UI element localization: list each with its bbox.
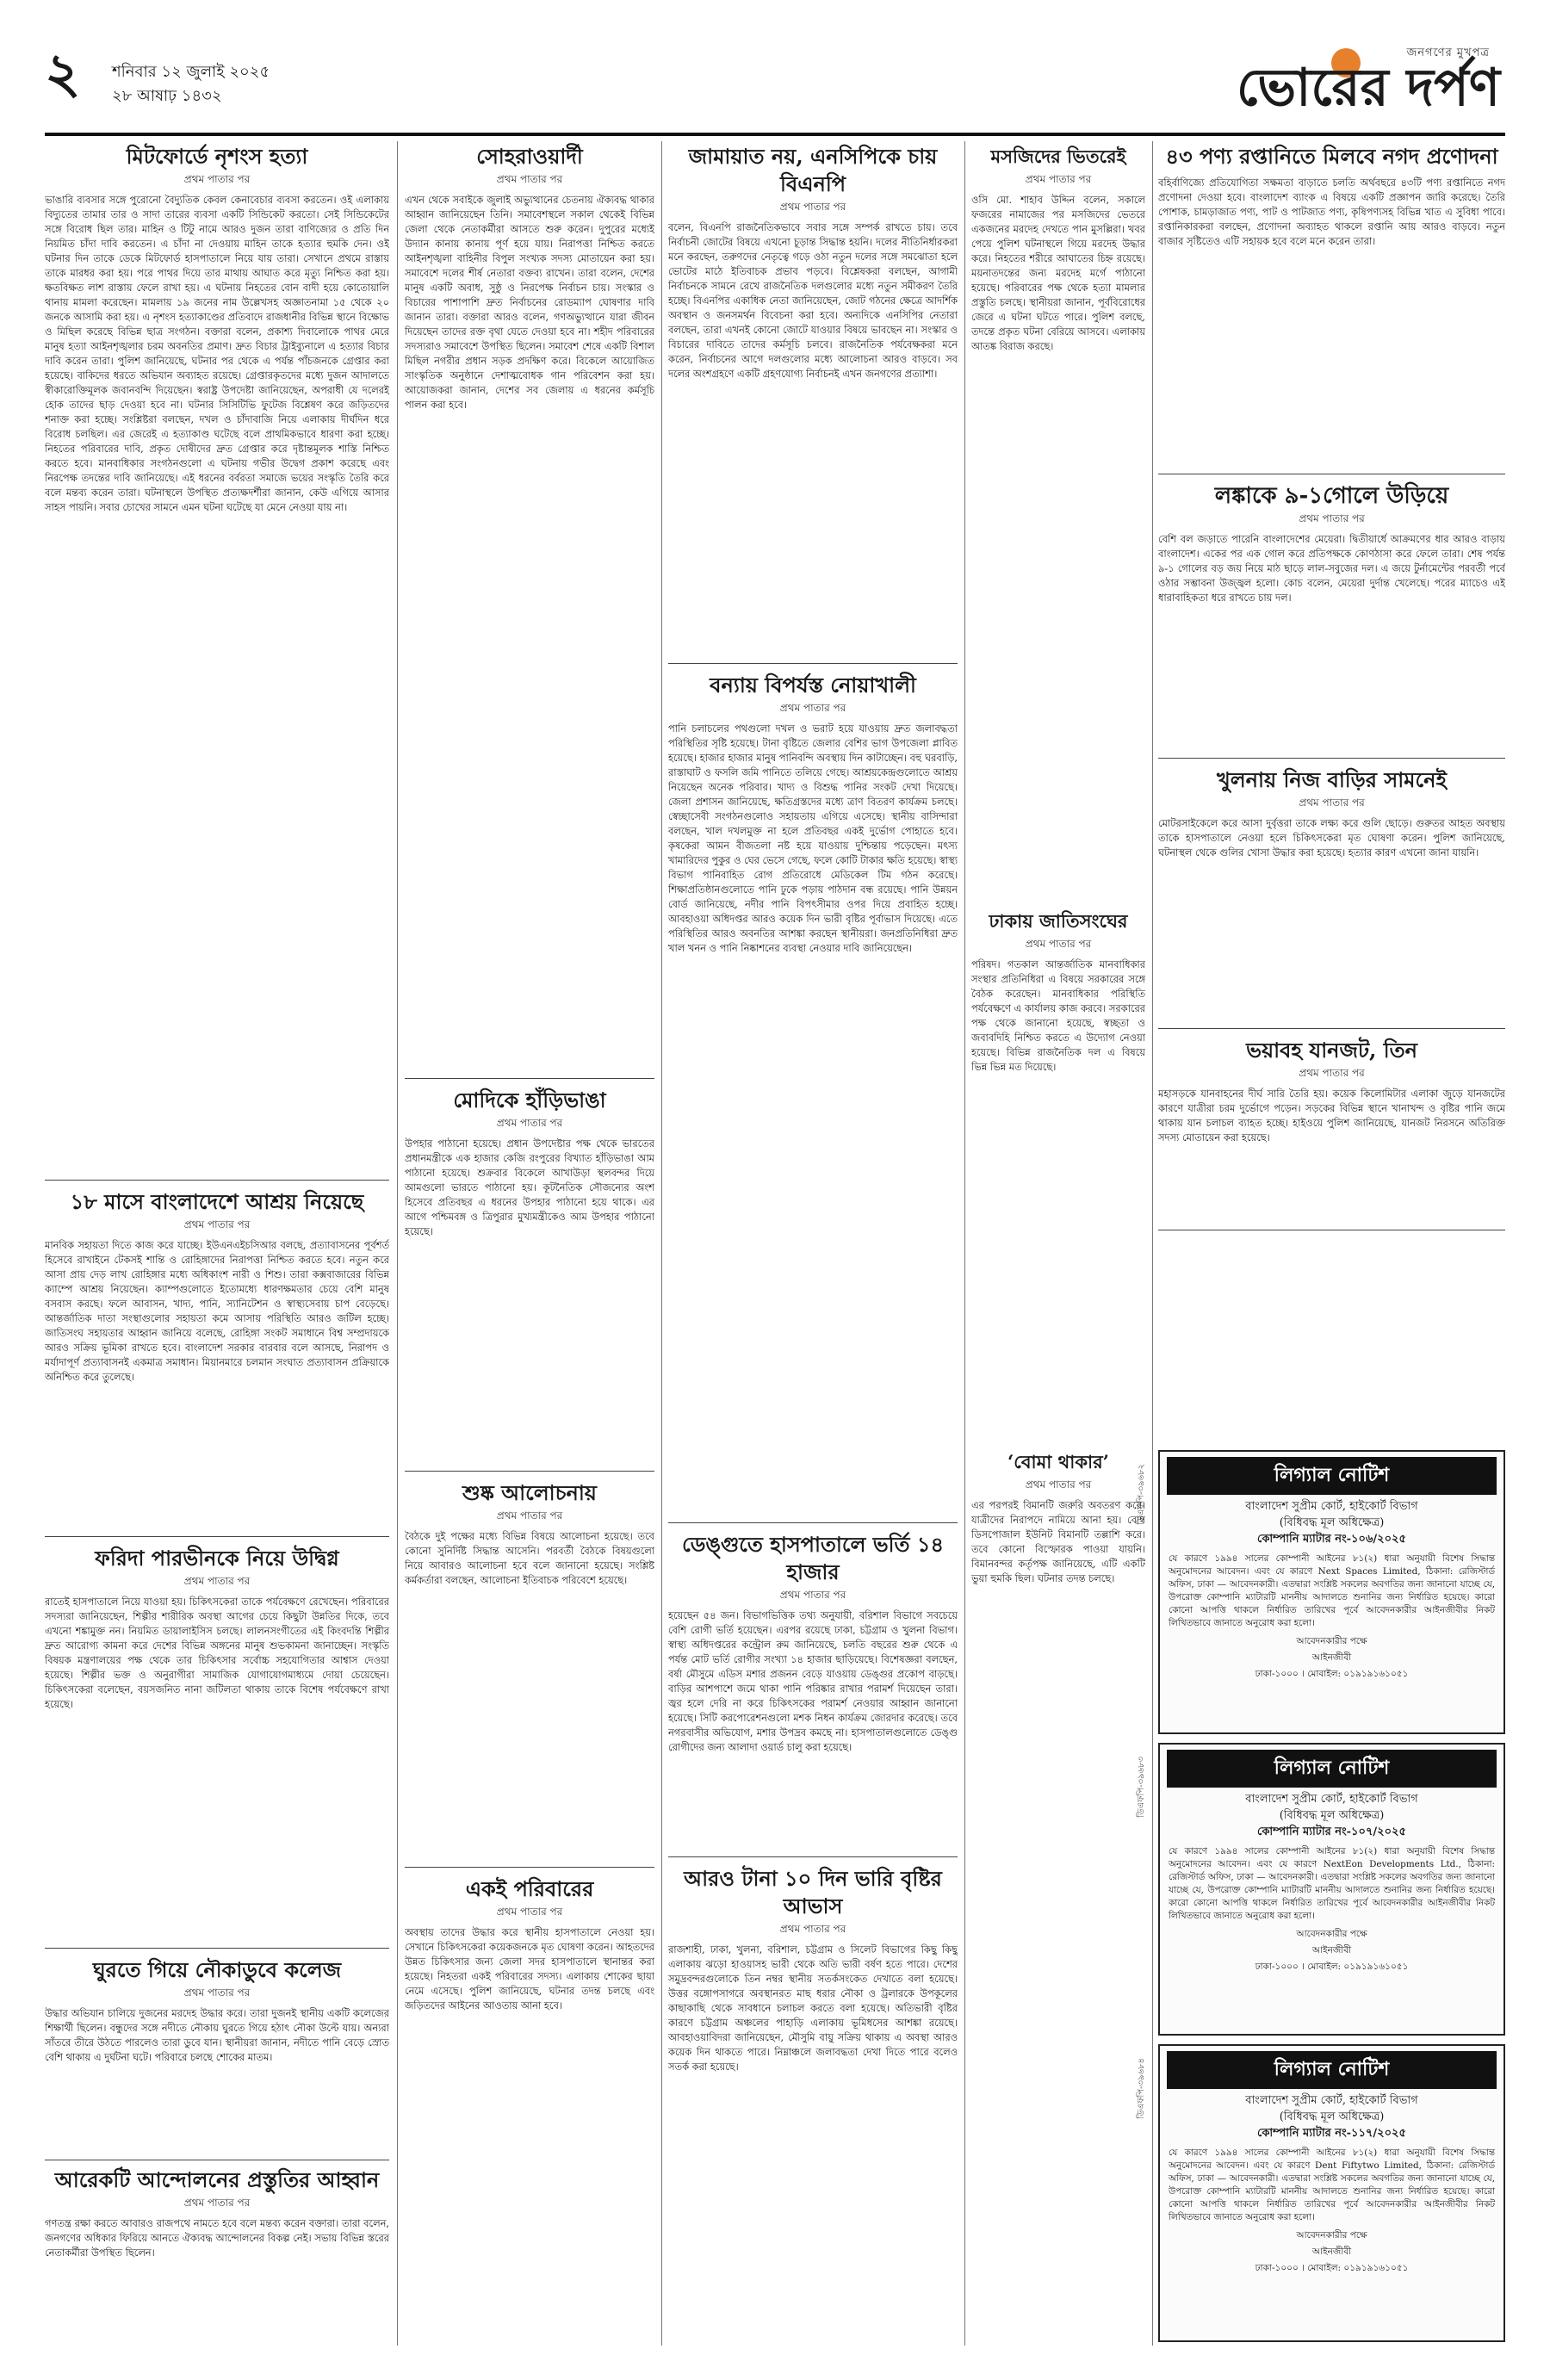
article-headline: আরেকটি আন্দোলনের প্রস্তুতির আহ্বান bbox=[54, 2167, 380, 2192]
notice-sign-address: ঢাকা-১০০০ । মোবাইল: ০১৯১৯১৬১০৫১ bbox=[1255, 1669, 1409, 1679]
article-jamaat bbox=[668, 141, 958, 658]
notice-matter: কোম্পানি ম্যাটার নং-১০৭/২০২৫ bbox=[1257, 1825, 1406, 1838]
notice-reference: ডিএফপি-৩৯৬৮৪ bbox=[1137, 2058, 1146, 2119]
article-headline: ডেঙ্গুতে হাসপাতালে ভর্তি ১৪ হাজার bbox=[681, 1532, 945, 1584]
notice-sign-role: আবেদনকারীর পক্ষে bbox=[1296, 1929, 1367, 1939]
article-byline: প্রথম পাতার পর bbox=[496, 1906, 563, 1918]
article-body: এর পরপরই বিমানটি জরুরি অবতরণ করে। যাত্রীদের নিরাপদে নামিয়ে আনা হয়। বোম্ব ডিসপোজাল ইউনিট বিমানটি তল্লাশি করে। তবে কোনো বিস্ফোরক পাওয়া যায়নি। বিমানবন্দর কর্তৃপক্ষ জানিয়েছে, এটি একটি ভুয়া হুমকি ছিল। ঘটনার তদন্ত চলছে। bbox=[971, 1499, 1145, 1584]
column-divider bbox=[397, 141, 398, 2346]
notice-title: লিগ্যাল নোটিশ bbox=[1167, 1750, 1497, 1788]
article-sohrawardi bbox=[405, 141, 654, 1071]
column-divider bbox=[964, 141, 965, 2346]
article-boma bbox=[971, 1447, 1145, 2342]
article-byline: প্রথম পাতার পর bbox=[1299, 512, 1365, 524]
article-headline: ‘বোমা থাকার’ bbox=[1007, 1451, 1109, 1472]
section-divider bbox=[405, 1867, 654, 1868]
section-divider bbox=[45, 1180, 389, 1181]
article-body: মহাসড়কে যানবাহনের দীর্ঘ সারি তৈরি হয়। কয়েক কিলোমিটার এলাকা জুড়ে যানজটের কারণে যাত্রীরা চরম দুর্ভোগে পড়েন। সড়কের বিভিন্ন স্থানে খানাখন্দ ও বৃষ্টির পানি জমে থাকায় যান চলাচল ব্যাহত হচ্ছে। হাইওয়ে পুলিশ জানিয়েছে, যানজট নিরসনে অতিরিক্ত সদস্য মোতায়েন করা হয়েছে। bbox=[1158, 1088, 1505, 1144]
article-body: ওসি মো. শাহাব উদ্দিন বলেন, সকালে ফজরের নামাজের পর মসজিদের ভেতরে একজনের মরদেহ দেখতে পান মুসল্লিরা। খবর পেয়ে পুলিশ ঘটনাস্থলে গিয়ে মরদেহ উদ্ধার করে। নিহতের শরীরে আঘাতের চিহ্ন রয়েছে। ময়নাতদন্তের জন্য মরদেহ মর্গে পাঠানো হয়েছে। পরিবারের পক্ষ থেকে হত্যা মামলার প্রস্তুতি চলছে। স্থানীয়রা জানান, পূর্ববিরোধের জেরে এ ঘটনা ঘটতে পারে। পুলিশ বলছে, তদন্তে প্রকৃত ঘটনা বেরিয়ে আসবে। এলাকায় আতঙ্ক বিরাজ করছে। bbox=[971, 194, 1145, 352]
article-headline: সোহরাওয়ার্দী bbox=[476, 144, 583, 169]
article-body: বৈঠকে দুই পক্ষের মধ্যে বিভিন্ন বিষয়ে আলোচনা হয়েছে। তবে কোনো সুনির্দিষ্ট সিদ্ধান্ত আসেনি। পরবর্তী বৈঠকে বিষয়গুলো নিয়ে আবারও আলোচনা হবে বলে জানানো হয়েছে। সংশ্লিষ্ট কর্মকর্তারা বলছেন, আলোচনা ইতিবাচক পরিবেশে হয়েছে। bbox=[405, 1530, 654, 1586]
article-body: মোটরসাইকেলে করে আসা দুর্বৃত্তরা তাকে লক্ষ্য করে গুলি ছোড়ে। গুরুতর আহত অবস্থায় তাকে হাসপাতালে নেওয়া হলে চিকিৎসকেরা মৃত ঘোষণা করেন। পুলিশ জানিয়েছে, ঘটনাস্থল থেকে গুলির খোসা উদ্ধার করা হয়েছে। হত্যার কারণ এখনো জানা যায়নি। bbox=[1158, 817, 1505, 858]
article-headline: ১৮ মাসে বাংলাদেশে আশ্রয় নিয়েছে bbox=[70, 1189, 364, 1214]
article-headline: একই পরিবারের bbox=[465, 1876, 594, 1901]
section-divider bbox=[1158, 1028, 1505, 1029]
article-byline: প্রথম পাতার পর bbox=[779, 1923, 846, 1935]
masthead-divider bbox=[45, 133, 1505, 136]
masthead bbox=[45, 43, 1505, 136]
article-farida bbox=[45, 1543, 389, 1939]
article-body: হয়েছেন ৫৪ জন। বিভাগভিত্তিক তথ্য অনুযায়ী, বরিশাল বিভাগে সবচেয়ে বেশি রোগী ভর্তি হয়েছেন। এরপর রয়েছে ঢাকা, চট্টগ্রাম ও খুলনা বিভাগ। স্বাস্থ্য অধিদপ্তরের কন্ট্রোল রুম জানিয়েছে, চলতি বছরের শুরু থেকে এ পর্যন্ত মোট ভর্তি রোগীর সংখ্যা ১৪ হাজার ছাড়িয়েছে। বিশেষজ্ঞরা বলছেন, বর্ষা মৌসুমে এডিস মশার প্রজনন বেড়ে যাওয়ায় ডেঙ্গুর প্রকোপ বাড়ছে। বাড়ির আশপাশে জমে থাকা পানি পরিষ্কার রাখার পরামর্শ দিয়েছেন তারা। জ্বর হলে দেরি না করে চিকিৎসকের পরামর্শ নেওয়ার আহ্বান জানানো হয়েছে। সিটি করপোরেশনগুলো মশক নিধন কার্যক্রম জোরদার করেছে। তবে নগরবাসীর অভিযোগ, মশার উপদ্রব কমছে না। হাসপাতালগুলোতে ডেঙ্গু রোগীদের জন্য আলাদা ওয়ার্ড চালু করা হয়েছে। bbox=[668, 1609, 958, 1753]
notice-body: যে কারণে ১৯৯৪ সালের কোম্পানী আইনের ৮১(২) ধারা অনুযায়ী বিশেষ সিদ্ধান্ত অনুমোদনের আবেদন। এবং যে কারণে Dent Fiftytwo Limited, ঠিকানা: রেজিস্টার্ড অফিস, ঢাকা — আবেদনকারী। এতদ্বারা সংশ্লিষ্ট সকলের অবগতির জন্য জানানো যাচ্ছে যে, উপরোক্ত কোম্পানি ম্যাটারটি মাননীয় আদালতে শুনানির জন্য নির্ধারিত হয়েছে। কারো কোনো আপত্তি থাকলে নির্ধারিত তারিখের পূর্বে আবেদনকারীর আইনজীবীর নিকট লিখিতভাবে জানাতে অনুরোধ করা হলো। bbox=[1169, 2148, 1495, 2222]
notice-sign-role: আবেদনকারীর পক্ষে bbox=[1296, 2230, 1367, 2241]
article-byline: প্রথম পাতার পর bbox=[1299, 796, 1365, 809]
section-divider bbox=[45, 1948, 389, 1949]
notice-body: যে কারণে ১৯৯৪ সালের কোম্পানী আইনের ৮১(২) ধারা অনুযায়ী বিশেষ সিদ্ধান্ত অনুমোদনের আবেদন। এবং যে কারণে Next Spaces Limited, ঠিকানা: রেজিস্টার্ড অফিস, ঢাকা — আবেদনকারী। এতদ্বারা সংশ্লিষ্ট সকলের অবগতির জন্য জানানো যাচ্ছে যে, উপরোক্ত কোম্পানি ম্যাটারটি মাননীয় আদালতে শুনানির জন্য নির্ধারিত হয়েছে। কারো কোনো আপত্তি থাকলে নির্ধারিত তারিখের পূর্বে আবেদনকারীর আইনজীবীর নিকট লিখিতভাবে জানাতে অনুরোধ করা হলো। bbox=[1169, 1553, 1495, 1628]
article-body: ভাঙারি ব্যবসার সঙ্গে পুরোনো বৈদ্যুতিক কেবল কেনাবেচার ব্যবসা করতেন। ওই এলাকায় বিদ্যুতের তামার তার ও সাদা তারের ব্যবসা একটি সিন্ডিকেট করতো। সেই সিন্ডিকেটের সঙ্গে বিরোধ ছিল তার। মাহিন ও টিটু নামে আরও দুজন তারা বাণিজ্যের ও প্রতি দিন নিয়মিত চাঁদা দাবি করতেন। এ চাঁদা না দেওয়ায় মাহিন তাকে হত্যার হুমকি দেন। ওই ঘটনার দিন তাকে ডেকে মিটফোর্ড হাসপাতালে নিয়ে যায় তারা। সেখানে প্রথমে রাস্তায় তাকে মারধর করা হয়। পরে পাথর দিয়ে তার মাথায় আঘাত করে মৃত্যু নিশ্চিত করা হয়। ক্ষতবিক্ষত লাশ রাস্তায় ফেলে রাখা হয়। এ ঘটনায় নিহতের বোন বাদী হয়ে কোতোয়ালি থানায় মামলা করেছেন। মামলায় ১৯ জনের নাম উল্লেখসহ অজ্ঞাতনামা ১৫ থেকে ২০ জনকে আসামি করা হয়। এ নৃশংস হত্যাকাণ্ডের প্রতিবাদে রাজধানীর বিভিন্ন স্থানে বিক্ষোভ ও মিছিল করেছে বিভিন্ন ছাত্র সংগঠন। বক্তারা বলেন, প্রকাশ্য দিবালোকে পাথর মেরে মানুষ হত্যা আইনশৃঙ্খলার চরম অবনতির প্রমাণ। দ্রুত বিচার ট্রাইব্যুনালে এ হত্যার বিচার দাবি করেন তারা। পুলিশ জানিয়েছে, ঘটনার পর থেকে এ পর্যন্ত পাঁচজনকে গ্রেপ্তার করা হয়েছে। বাকিদের ধরতে অভিযান অব্যাহত রয়েছে। গ্রেপ্তারকৃতদের মধ্যে দুজন আদালতে স্বীকারোক্তিমূলক জবানবন্দি দিয়েছেন। স্বরাষ্ট্র উপদেষ্টা জানিয়েছেন, অপরাধী যে দলেরই হোক তাদের ছাড় দেওয়া হবে না। ঘটনার সিসিটিভি ফুটেজ বিশ্লেষণ করে জড়িতদের শনাক্ত করা হচ্ছে। সংশ্লিষ্টরা বলছেন, দখল ও চাঁদাবাজি নিয়ে এলাকায় দীর্ঘদিন ধরে বিরোধ চলছিল। এর জেরেই এ হত্যাকাণ্ড ঘটেছে বলে প্রাথমিকভাবে ধারণা করা হচ্ছে। নিহতের পরিবারের দাবি, প্রকৃত দোষীদের দ্রুত গ্রেপ্তার করে দৃষ্টান্তমূলক শাস্তি নিশ্চিত করতে হবে। মানবাধিকার সংগঠনগুলো এ ঘটনায় গভীর উদ্বেগ প্রকাশ করেছে এবং নিরপেক্ষ তদন্তের দাবি জানিয়েছে। এই ধরনের বর্বরতা সমাজে ভয়ের সংস্কৃতি তৈরি করে বলে মন্তব্য করেন তারা। ঘটনাস্থলে উপস্থিত প্রত্যক্ষদর্শীরা জানান, কেউ এগিয়ে আসার সাহস পায়নি। সবার চোখের সামনে এমন ঘটনা ঘটেছে যা মেনে নেওয়া যায় না। bbox=[45, 194, 389, 513]
notice-jurisdiction: (বিধিবদ্ধ মূল অধিক্ষেত্র) bbox=[1279, 1516, 1385, 1529]
article-body: পরিষদ। গতকাল আন্তর্জাতিক মানবাধিকার সংস্থার প্রতিনিধিরা এ বিষয়ে সরকারের সঙ্গে বৈঠক করেছেন। মানবাধিকার পরিস্থিতি পর্যবেক্ষণে এ কার্যালয় কাজ করবে। সরকারের পক্ষ থেকে জানানো হয়েছে, স্বচ্ছতা ও জবাবদিহি নিশ্চিত করতে এ উদ্যোগ নেওয়া হয়েছে। বিভিন্ন রাজনৈতিক দল এ বিষয়ে ভিন্ন ভিন্ন মত দিয়েছে। bbox=[971, 958, 1145, 1073]
notice-reference: ডিএফপি-৩৯৬৮৩ bbox=[1137, 1757, 1146, 1818]
article-barkat bbox=[1158, 141, 1505, 468]
article-byline: প্রথম পাতার পর bbox=[779, 201, 846, 213]
article-byline: প্রথম পাতার পর bbox=[779, 702, 846, 714]
article-movement bbox=[45, 2165, 389, 2342]
notice-matter: কোম্পানি ম্যাটার নং-১১৭/২০২৫ bbox=[1257, 2127, 1406, 2140]
article-modi bbox=[405, 1085, 654, 1464]
article-headline: লঙ্কাকে ৯-১গোলে উড়িয়ে bbox=[1214, 483, 1449, 509]
date-gregorian: শনিবার ১২ জুলাই ২০২৫ bbox=[112, 63, 270, 81]
notice-sign-address: ঢাকা-১০০০ । মোবাইল: ০১৯১৯১৬১০৫১ bbox=[1255, 2263, 1409, 2273]
article-byline: প্রথম পাতার পর bbox=[496, 1509, 563, 1522]
notice-sign-address: ঢাকা-১০০০ । মোবাইল: ০১৯১৯১৬১০৫১ bbox=[1255, 1962, 1409, 1972]
section-divider bbox=[405, 1471, 654, 1472]
article-headline: মসজিদের ভিতরেই bbox=[990, 146, 1126, 167]
article-byline: প্রথম পাতার পর bbox=[1025, 173, 1092, 185]
page-number: ২ bbox=[45, 41, 81, 106]
date-bengali: ২৮ আষাঢ় ১৪৩২ bbox=[112, 87, 222, 105]
notice-sign-name: আইনজীবী bbox=[1311, 2247, 1352, 2257]
article-headline: আরও টানা ১০ দিন ভারি বৃষ্টির আভাস bbox=[684, 1866, 942, 1918]
notice-sign-name: আইনজীবী bbox=[1311, 1652, 1352, 1663]
article-headline: মোদিকে হাঁড়িভাঙা bbox=[453, 1088, 606, 1113]
legal-notice bbox=[1158, 1450, 1505, 1734]
date-block bbox=[112, 60, 270, 108]
article-headline: শুষ্ক আলোচনায় bbox=[462, 1480, 597, 1505]
section-divider bbox=[405, 1078, 654, 1079]
article-khulna bbox=[1158, 1035, 1505, 1224]
logo-name: ভোরের দর্পণ bbox=[1237, 58, 1500, 118]
article-byline: প্রথম পাতার পর bbox=[183, 173, 251, 185]
article-byline: প্রথম পাতার পর bbox=[183, 1986, 251, 1999]
article-body: বেশি বল জড়াতে পারেনি বাংলাদেশের মেয়েরা। দ্বিতীয়ার্ধে আক্রমণের ধার আরও বাড়ায় বাংলাদেশ। একের পর এক গোল করে প্রতিপক্ষকে কোণঠাসা করে ফেলে তারা। শেষ পর্যন্ত ৯-১ গোলের বড় জয় নিয়ে মাঠ ছাড়ে লাল-সবুজের দল। এ জয়ে টুর্নামেন্টের পরবর্তী পর্বে ওঠার সম্ভাবনা উজ্জ্বল হলো। কোচ বলেন, মেয়েরা দুর্দান্ত খেলেছে। পরের ম্যাচেও এই ধারাবাহিকতা ধরে রাখতে চায় দল। bbox=[1158, 533, 1505, 604]
article-byline: প্রথম পাতার পর bbox=[183, 2197, 251, 2209]
article-body: অবস্থায় তাদের উদ্ধার করে স্থানীয় হাসপাতালে নেওয়া হয়। সেখানে চিকিৎসকেরা কয়েকজনকে মৃত ঘোষণা করেন। আহতদের উন্নত চিকিৎসার জন্য জেলা সদর হাসপাতালে স্থানান্তর করা হয়েছে। নিহতরা একই পরিবারের সদস্য। এলাকায় শোকের ছায়া নেমে এসেছে। পুলিশ জানিয়েছে, ঘটনার তদন্ত চলছে এবং জড়িতদের আইনের আওতায় আনা হবে। bbox=[405, 1926, 654, 2011]
article-headline bbox=[1158, 1236, 1505, 1238]
notice-court: বাংলাদেশ সুপ্রীম কোর্ট, হাইকোর্ট বিভাগ bbox=[1245, 1793, 1418, 1806]
notice-sign-name: আইনজীবী bbox=[1311, 1945, 1352, 1955]
article-body: পানি চলাচলের পথগুলো দখল ও ভরাট হয়ে যাওয়ায় দ্রুত জলাবদ্ধতা পরিস্থিতির সৃষ্টি হয়েছে। টানা বৃষ্টিতে জেলার বেশির ভাগ উপজেলা প্লাবিত হয়েছে। হাজার হাজার মানুষ পানিবন্দি অবস্থায় দিন কাটাচ্ছেন। বহু ঘরবাড়ি, রাস্তাঘাট ও ফসলি জমি পানিতে তলিয়ে গেছে। আশ্রয়কেন্দ্রগুলোতে আশ্রয় নিয়েছেন অনেক পরিবার। খাদ্য ও বিশুদ্ধ পানির সংকট দেখা দিয়েছে। জেলা প্রশাসন জানিয়েছে, ক্ষতিগ্রস্তদের মধ্যে ত্রাণ বিতরণ কার্যক্রম চলছে। স্বেচ্ছাসেবী সংগঠনগুলোও সহায়তায় এগিয়ে এসেছে। স্থানীয় বাসিন্দারা বলছেন, খাল দখলমুক্ত না হলে প্রতিবছর একই দুর্ভোগ পোহাতে হবে। কৃষকেরা আমন বীজতলা নষ্ট হয়ে যাওয়ায় দুশ্চিন্তায় পড়েছেন। মৎস্য খামারিদের পুকুর ও ঘের ভেসে গেছে, ফলে কোটি টাকার ক্ষতি হয়েছে। স্বাস্থ্য বিভাগ পানিবাহিত রোগ প্রতিরোধে মেডিকেল টিম গঠন করেছে। শিক্ষাপ্রতিষ্ঠানগুলোতে পানি ঢুকে পড়ায় পাঠদান বন্ধ রয়েছে। পানি উন্নয়ন বোর্ড জানিয়েছে, নদীর পানি বিপৎসীমার ওপর দিয়ে প্রবাহিত হচ্ছে। আবহাওয়া অধিদপ্তর আরও কয়েক দিন ভারী বৃষ্টির পূর্বাভাস দিয়েছে। এতে পরিস্থিতির আরও অবনতির আশঙ্কা করছেন স্থানীয়রা। জনপ্রতিনিধিরা দ্রুত খাল খনন ও পানি নিষ্কাশনের ব্যবস্থা নেওয়ার দাবি জানিয়েছেন। bbox=[668, 722, 958, 954]
notice-jurisdiction: (বিধিবদ্ধ মূল অধিক্ষেত্র) bbox=[1279, 2110, 1385, 2123]
article-exports bbox=[1158, 480, 1505, 753]
notice-body: যে কারণে ১৯৯৪ সালের কোম্পানী আইনের ৮১(২) ধারা অনুযায়ী বিশেষ সিদ্ধান্ত অনুমোদনের আবেদন। এবং যে কারণে NextEon Developments Ltd., ঠিকানা: রেজিস্টার্ড অফিস, ঢাকা — আবেদনকারী। এতদ্বারা সংশ্লিষ্ট সকলের অবগতির জন্য জানানো যাচ্ছে যে, উপরোক্ত কোম্পানি ম্যাটারটি মাননীয় আদালতে শুনানির জন্য নির্ধারিত হয়েছে। কারো কোনো আপত্তি থাকলে নির্ধারিত তারিখের পূর্বে আবেদনকারীর আইনজীবীর নিকট লিখিতভাবে জানাতে অনুরোধ করা হলো। bbox=[1169, 1846, 1495, 1921]
section-divider bbox=[668, 663, 958, 664]
article-body: রাজশাহী, ঢাকা, খুলনা, বরিশাল, চট্টগ্রাম ও সিলেট বিভাগের কিছু কিছু এলাকায় ঝড়ো হাওয়াসহ ভারী থেকে অতি ভারী বর্ষণ হতে পারে। দেশের সমুদ্রবন্দরগুলোকে তিন নম্বর স্থানীয় সতর্কসংকেত দেখাতে বলা হয়েছে। উত্তর বঙ্গোপসাগরে অবস্থানরত মাছ ধরার নৌকা ও ট্রলারকে উপকূলের কাছাকাছি থেকে সাবধানে চলাচল করতে বলা হয়েছে। অতিভারী বৃষ্টির কারণে চট্টগ্রাম অঞ্চলের পাহাড়ি এলাকায় ভূমিধসের আশঙ্কা রয়েছে। আবহাওয়াবিদরা জানিয়েছেন, মৌসুমি বায়ু সক্রিয় থাকায় এ অবস্থা আরও কয়েক দিন থাকতে পারে। নিম্নাঞ্চলে জলাবদ্ধতা দেখা দিতে পারে বলেও সতর্ক করা হয়েছে। bbox=[668, 1943, 958, 2073]
article-byline: প্রথম পাতার পর bbox=[779, 1589, 846, 1601]
legal-notice bbox=[1158, 1743, 1505, 2036]
article-noakhali bbox=[668, 670, 958, 1600]
article-body: রাতেই হাসপাতালে নিয়ে যাওয়া হয়। চিকিৎসকেরা তাকে পর্যবেক্ষণে রেখেছেন। পরিবারের সদস্যরা জানিয়েছেন, শিল্পীর শারীরিক অবস্থা আগের চেয়ে কিছুটা উন্নতির দিকে, তবে এখনো শঙ্কামুক্ত নন। নিয়মিত ডায়ালাইসিস চলছে। লালনসংগীতের এই কিংবদন্তি শিল্পীর দ্রুত আরোগ্য কামনা করে দেশের বিভিন্ন অঙ্গনের মানুষ শুভকামনা জানাচ্ছেন। সংস্কৃতি বিষয়ক মন্ত্রণালয়ের পক্ষ থেকে তার চিকিৎসার সর্বোচ্চ সহযোগিতার আশ্বাস দেওয়া হয়েছে। শিল্পীর ভক্ত ও অনুরাগীরা সামাজিক যোগাযোগমাধ্যমে দোয়া চেয়েছেন। চিকিৎসকেরা বলেছেন, বয়সজনিত নানা জটিলতা থাকায় তাকে বিশেষ পর্যবেক্ষণে রাখা হয়েছে। bbox=[45, 1596, 389, 1710]
section-divider bbox=[668, 1856, 958, 1857]
article-rain bbox=[668, 1863, 958, 2342]
article-mitford bbox=[45, 141, 389, 1175]
notice-jurisdiction: (বিধিবদ্ধ মূল অধিক্ষেত্র) bbox=[1279, 1809, 1385, 1822]
article-family bbox=[405, 1874, 654, 2342]
article-byline: প্রথম পাতার পর bbox=[496, 1117, 563, 1129]
legal-notice bbox=[1158, 2044, 1505, 2342]
article-byline: প্রথম পাতার পর bbox=[1299, 1067, 1365, 1079]
article-dry-talk bbox=[405, 1478, 654, 1860]
article-headline: জামায়াত নয়, এনসিপিকে চায় বিএনপি bbox=[688, 144, 938, 196]
article-headline: ৪৩ পণ্য রপ্তানিতে মিলবে নগদ প্রণোদনা bbox=[1165, 144, 1498, 169]
article-byline: প্রথম পাতার পর bbox=[1025, 1478, 1092, 1491]
article-byline: প্রথম পাতার পর bbox=[496, 173, 563, 185]
article-body: মানবিক সহায়তা দিতে কাজ করে যাচ্ছে। ইউএনএইচসিআর বলছে, প্রত্যাবাসনের পূর্বশর্ত হিসেবে রাখাইনে টেকসই শান্তি ও রোহিঙ্গাদের নিরাপত্তা নিশ্চিত করতে হবে। নতুন করে আসা প্রায় দেড় লাখ রোহিঙ্গার মধ্যে অধিকাংশ নারী ও শিশু। তারা কক্সবাজারের বিভিন্ন ক্যাম্পে আশ্রয় নিয়েছেন। ক্যাম্পগুলোতে ইতোমধ্যে ধারণক্ষমতার চেয়ে বেশি মানুষ বসবাস করছে। ফলে আবাসন, খাদ্য, পানি, স্যানিটেশন ও স্বাস্থ্যসেবায় চাপ বেড়েছে। আন্তর্জাতিক দাতা সংস্থাগুলোর সহায়তা কমে আসায় পরিস্থিতি আরও জটিল হচ্ছে। জাতিসংঘ সহায়তার আহ্বান জানিয়ে বলেছে, রোহিঙ্গা সংকট সমাধানে বিশ্ব সম্প্রদায়কে আরও সক্রিয় ভূমিকা রাখতে হবে। বাংলাদেশ সরকার বারবার বলে আসছে, নিরাপদ ও মর্যাদাপূর্ণ প্রত্যাবাসনই একমাত্র সমাধান। মিয়ানমারে চলমান সংঘাত প্রত্যাবাসন প্রক্রিয়াকে অনিশ্চিত করে তুলেছে। bbox=[45, 1239, 389, 1383]
article-headline: মিটফোর্ডে নৃশংস হত্যা bbox=[126, 144, 308, 169]
notice-matter: কোম্পানি ম্যাটার নং-১০৬/২০২৫ bbox=[1257, 1533, 1406, 1546]
article-byline: প্রথম পাতার পর bbox=[183, 1218, 251, 1230]
article-headline: বন্যায় বিপর্যস্ত নোয়াখালী bbox=[710, 672, 916, 697]
article-body: গণতন্ত্র রক্ষা করতে আবারও রাজপথে নামতে হবে বলে মন্তব্য করেন বক্তারা। তারা বলেন, জনগণের অধিকার ফিরিয়ে আনতে ঐক্যবদ্ধ আন্দোলনের বিকল্প নেই। সভায় বিভিন্ন স্তরের নেতাকর্মীরা উপস্থিত ছিলেন। bbox=[45, 2217, 389, 2259]
article-headline: ঢাকায় জাতিসংঘের bbox=[989, 910, 1128, 932]
logo-tagline: জনগণের মুখপত্র bbox=[1406, 46, 1490, 59]
notice-court: বাংলাদেশ সুপ্রীম কোর্ট, হাইকোর্ট বিভাগ bbox=[1245, 1500, 1418, 1513]
article-byline: প্রথম পাতার পর bbox=[1025, 938, 1092, 950]
notice-title: লিগ্যাল নোটিশ bbox=[1167, 2051, 1497, 2089]
article-headline: ফরিদা পারভীনকে নিয়ে উদ্বিগ্ন bbox=[95, 1546, 339, 1571]
column-divider bbox=[661, 141, 662, 2346]
notice-sign-role: আবেদনকারীর পক্ষে bbox=[1296, 1636, 1367, 1646]
article-body: উপহার পাঠানো হয়েছে। প্রধান উপদেষ্টার পক্ষ থেকে ভারতের প্রধানমন্ত্রীকে এক হাজার কেজি রংপুরের বিখ্যাত হাঁড়িভাঙা আম পাঠানো হয়েছে। শুক্রবার বিকেলে আখাউড়া স্থলবন্দর দিয়ে আমগুলো ভারতে পাঠানো হয়। কূটনৈতিক সৌজন্যের অংশ হিসেবে প্রতিবছর এ ধরনের উপহার পাঠানো হয়ে থাকে। এর আগে পশ্চিমবঙ্গ ও ত্রিপুরার মুখ্যমন্ত্রীকেও আম উপহার পাঠানো হয়েছে। bbox=[405, 1137, 654, 1237]
section-divider bbox=[45, 1536, 389, 1537]
article-body: বলেন, বিএনপি রাজনৈতিকভাবে সবার সঙ্গে সম্পর্ক রাখতে চায়। তবে নির্বাচনী জোটের বিষয়ে এখনো চূড়ান্ত সিদ্ধান্ত হয়নি। দলের নীতিনির্ধারকরা মনে করছেন, তরুণদের নেতৃত্বে গড়ে ওঠা নতুন দলের সঙ্গে সমঝোতা হলে ভোটের মাঠে ইতিবাচক প্রভাব পড়বে। বিশ্লেষকরা বলছেন, আগামী নির্বাচনকে সামনে রেখে রাজনৈতিক দলগুলোর মধ্যে নতুন সমীকরণ তৈরি হচ্ছে। বিএনপির একাধিক নেতা জানিয়েছেন, জোট গঠনের ক্ষেত্রে আদর্শিক অবস্থান ও জনসমর্থন বিবেচনা করা হবে। অন্যদিকে এনসিপির নেতারা বলছেন, তারা এখনই কোনো জোটে যাওয়ার বিষয়ে ভাবছেন না। সংস্কার ও বিচারের দাবিতে তাদের কর্মসূচি চলবে। রাজনৈতিক পর্যবেক্ষকরা মনে করেন, নির্বাচনের আগে দলগুলোর মধ্যে আলোচনা আরও বাড়বে। সব দলের অংশগ্রহণে একটি গ্রহণযোগ্য নির্বাচনই এখন জনগণের প্রত্যাশা। bbox=[668, 221, 958, 380]
article-body: বহির্বাণিজ্যে প্রতিযোগিতা সক্ষমতা বাড়াতে চলতি অর্থবছরে ৪৩টি পণ্য রপ্তানিতে নগদ প্রণোদনা দেওয়া হবে। বাংলাদেশ ব্যাংক এ বিষয়ে একটি প্রজ্ঞাপন জারি করেছে। তৈরি পোশাক, চামড়াজাত পণ্য, পাট ও পাটজাত পণ্য, কৃষিপণ্যসহ বিভিন্ন খাত এ সুবিধা পাবে। রপ্তানিকারকরা বলছেন, প্রণোদনা অব্যাহত থাকলে রপ্তানি আয় আরও বাড়বে। নতুন বাজার সৃষ্টিতেও এটি সহায়ক হবে বলে মনে করেন তারা। bbox=[1158, 177, 1505, 247]
section-divider bbox=[1158, 758, 1505, 759]
article-body: উদ্ধার অভিযান চালিয়ে দুজনের মরদেহ উদ্ধার করে। তারা দুজনই স্থানীয় একটি কলেজের শিক্ষার্থী ছিলেন। বন্ধুদের সঙ্গে নদীতে নৌকায় ঘুরতে গিয়ে হঠাৎ নৌকা উল্টে যায়। অন্যরা সাঁতরে তীরে উঠতে পারলেও তারা ডুবে যান। স্থানীয়রা জানান, নদীতে পানি বেড়ে স্রোত বেশি থাকায় এ দুর্ঘটনা ঘটে। পরিবারে চলছে শোকের মাতম। bbox=[45, 2007, 389, 2063]
article-un-office bbox=[971, 906, 1145, 1440]
article-college bbox=[45, 1955, 389, 2153]
notice-reference: ডিএফপি-৩৯৬৮২ bbox=[1137, 1464, 1146, 1525]
article-mosque bbox=[971, 141, 1145, 899]
article-headline: ঘুরতে গিয়ে নৌকাডুবে কলেজ bbox=[92, 1957, 342, 1982]
article-traffic bbox=[1158, 1236, 1505, 1443]
article-body: এখন থেকে সবাইকে জুলাই অভ্যুত্থানের চেতনায় ঐক্যবদ্ধ থাকার আহ্বান জানিয়েছেন তিনি। সমাবেশস্থলে সকাল থেকেই বিভিন্ন জেলা থেকে নেতাকর্মীরা আসতে শুরু করেন। দুপুরের মধ্যেই উদ্যান কানায় কানায় পূর্ণ হয়ে যায়। নিরাপত্তা নিশ্চিত করতে আইনশৃঙ্খলা বাহিনীর বিপুল সংখ্যক সদস্য মোতায়েন করা হয়। সমাবেশে দলের শীর্ষ নেতারা বক্তব্য রাখেন। তারা বলেন, দেশের মানুষ একটি অবাধ, সুষ্ঠু ও নিরপেক্ষ নির্বাচন চায়। সংস্কার ও বিচারের পাশাপাশি দ্রুত নির্বাচনের রোডম্যাপ ঘোষণার দাবি জানান তারা। বক্তারা আরও বলেন, গণঅভ্যুত্থানে যারা জীবন দিয়েছেন তাদের রক্ত বৃথা যেতে দেওয়া হবে না। শহীদ পরিবারের সদস্যরাও সমাবেশে উপস্থিত ছিলেন। সমাবেশ শেষে একটি বিশাল মিছিল নগরীর প্রধান সড়ক প্রদক্ষিণ করে। বিকেলে আয়োজিত সাংস্কৃতিক অনুষ্ঠানে দেশাত্মবোধক গান পরিবেশন করা হয়। আয়োজকরা জানান, দেশের সব জেলায় এ ধরনের কর্মসূচি পালন করা হবে। bbox=[405, 194, 654, 411]
section-divider bbox=[668, 1522, 958, 1523]
notice-court: বাংলাদেশ সুপ্রীম কোর্ট, হাইকোর্ট বিভাগ bbox=[1245, 2094, 1418, 2107]
notice-title: লিগ্যাল নোটিশ bbox=[1167, 1457, 1497, 1495]
newspaper-logo bbox=[1230, 43, 1505, 138]
column-divider bbox=[1152, 141, 1153, 1433]
article-asylum bbox=[45, 1187, 389, 1531]
article-byline: প্রথম পাতার পর bbox=[183, 1575, 251, 1587]
article-headline: খুলনায় নিজ বাড়ির সামনেই bbox=[1217, 767, 1447, 792]
article-dengue bbox=[668, 1529, 958, 1856]
article-headline: ভয়াবহ যানজট, তিন bbox=[1246, 1038, 1417, 1063]
article-sri-lanka bbox=[1158, 765, 1505, 1023]
